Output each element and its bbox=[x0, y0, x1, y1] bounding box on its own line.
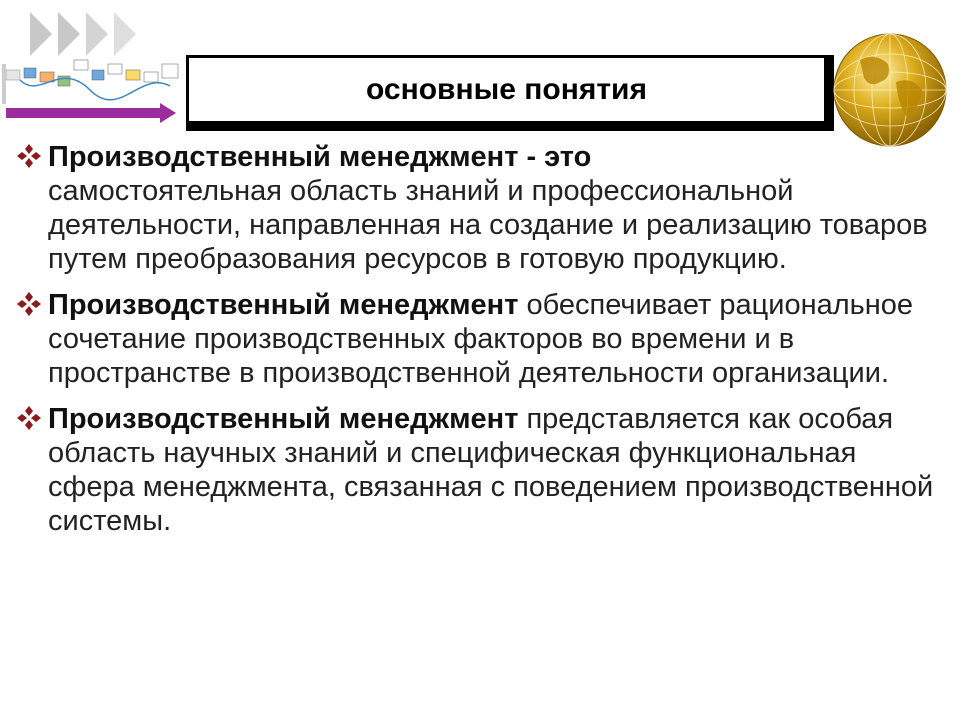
bullet-text: обеспечивает рациональное сочетание производственных факторов во времени и в пространстве в производственной деятельности организации. bbox=[48, 289, 914, 389]
process-flow-icon bbox=[0, 50, 190, 130]
bullet-item-2 bbox=[14, 288, 934, 390]
bullet-item-1 bbox=[14, 140, 934, 276]
diamond-bullet-icon bbox=[16, 143, 42, 169]
bullet-item-3 bbox=[14, 402, 934, 538]
diamond-bullet-icon bbox=[16, 405, 42, 431]
globe-icon bbox=[830, 30, 950, 150]
bullet-lead: Производственный менеджмент bbox=[48, 403, 519, 435]
diamond-bullet-icon bbox=[16, 291, 42, 317]
bullet-list bbox=[14, 140, 934, 550]
bullet-lead: Производственный менеджмент bbox=[48, 289, 519, 321]
title-box bbox=[186, 55, 834, 131]
bullet-text: самостоятельная область знаний и профессиональной деятельности, направленная на создание и реализацию товаров путем преобразования ресурсов в готовую продукцию. bbox=[48, 175, 928, 275]
bullet-text: представляется как особая область научных знаний и специфическая функциональная сфера менеджмента, связанная с поведением производственной системы. bbox=[48, 403, 934, 537]
bullet-lead: Производственный менеджмент - это bbox=[48, 141, 592, 173]
page-title: основные понятия bbox=[366, 72, 647, 106]
